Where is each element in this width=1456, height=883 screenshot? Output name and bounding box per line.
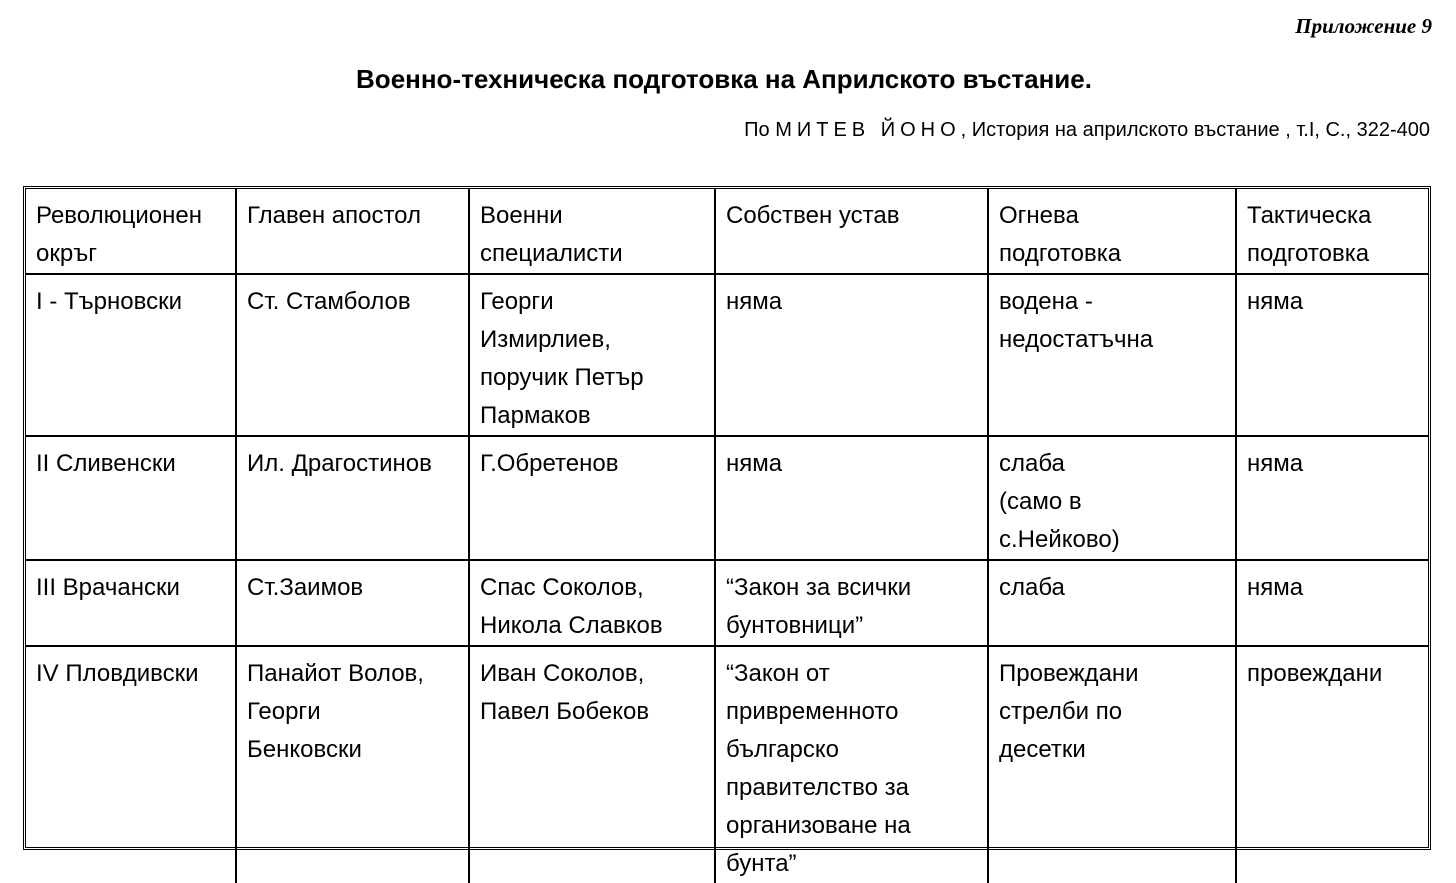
header-cell: [988, 189, 1236, 274]
source-author: МИТЕВ ЙОНО: [775, 119, 961, 141]
table-cell: [988, 560, 1236, 646]
cell-text: II Сливенски: [36, 450, 176, 477]
table-cell: [26, 560, 236, 646]
cell-text: Георги Измирлиев, поручик Петър Пармаков: [480, 288, 644, 429]
table-cell: [1236, 646, 1428, 883]
cell-text: няма: [1247, 288, 1304, 315]
page-title: [0, 64, 1456, 95]
header-tactical-training: Тактическа подготовка: [1247, 202, 1372, 267]
table-cell: [1236, 274, 1428, 436]
preparation-table: [26, 189, 1428, 883]
table-cell: [26, 646, 236, 883]
cell-text: Г.Обретенов: [480, 450, 619, 477]
source-rest: , История на априлското въстание , т.I, С., 322-400: [960, 119, 1430, 141]
table-cell: [236, 274, 469, 436]
table-cell: [1236, 560, 1428, 646]
source-prefix: По: [744, 119, 770, 141]
cell-text: Иван Соколов, Павел Бобеков: [480, 660, 650, 725]
cell-text: “Закон от привременното българско правителство за организоване на бунта”: [726, 660, 911, 877]
table-cell: [1236, 436, 1428, 560]
table-cell: [715, 646, 988, 883]
cell-text: слаба (само в с.Нейково): [999, 450, 1120, 553]
cell-text: IV Пловдивски: [36, 660, 199, 687]
table-cell: [715, 274, 988, 436]
table-cell: [469, 646, 715, 883]
table-row: [26, 646, 1428, 883]
table-cell: [469, 436, 715, 560]
cell-text: “Закон за всички бунтовници”: [726, 574, 912, 639]
header-statute: Собствен устав: [726, 202, 900, 229]
cell-text: водена - недостатъчна: [999, 288, 1154, 353]
cell-text: провеждани: [1247, 660, 1383, 687]
cell-text: Ил. Драгостинов: [247, 450, 432, 477]
table-cell: [988, 274, 1236, 436]
table-row: [26, 436, 1428, 560]
cell-text: Панайот Волов, Георги Бенковски: [247, 660, 424, 763]
cell-text: няма: [1247, 574, 1304, 601]
cell-text: Провеждани стрелби по десетки: [999, 660, 1139, 763]
page-title-text: Военно-техническа подготовка на Априлското въстание.: [356, 64, 1092, 94]
cell-text: слаба: [999, 574, 1065, 601]
table-cell: [988, 436, 1236, 560]
header-cell: [236, 189, 469, 274]
cell-text: няма: [726, 450, 783, 477]
appendix-label: Приложение 9: [1295, 14, 1432, 38]
table-cell: [715, 560, 988, 646]
cell-text: Ст. Стамболов: [247, 288, 411, 315]
table-cell: [236, 646, 469, 883]
table-row: [26, 274, 1428, 436]
header-specialists: Военни специалисти: [480, 202, 623, 267]
table-cell: [236, 436, 469, 560]
cell-text: Ст.Заимов: [247, 574, 364, 601]
table-cell: [236, 560, 469, 646]
table-cell: [469, 274, 715, 436]
cell-text: няма: [726, 288, 783, 315]
table-cell: [988, 646, 1236, 883]
table-cell: [469, 560, 715, 646]
header-cell: [469, 189, 715, 274]
header-cell: [715, 189, 988, 274]
header-apostle: Главен апостол: [247, 202, 421, 229]
table-cell: [26, 436, 236, 560]
table-cell: [715, 436, 988, 560]
source-citation: [744, 119, 1430, 142]
table-cell: [26, 274, 236, 436]
table-row: [26, 560, 1428, 646]
header-district: Революционен окръг: [36, 202, 202, 267]
cell-text: I - Търновски: [36, 288, 182, 315]
header-cell: [1236, 189, 1428, 274]
cell-text: няма: [1247, 450, 1304, 477]
preparation-table-wrapper: [23, 186, 1431, 877]
cell-text: Спас Соколов, Никола Славков: [480, 574, 663, 639]
header-cell: [26, 189, 236, 274]
cell-text: III Врачански: [36, 574, 180, 601]
table-header-row: [26, 189, 1428, 274]
header-fire-training: Огнева подготовка: [999, 202, 1122, 267]
